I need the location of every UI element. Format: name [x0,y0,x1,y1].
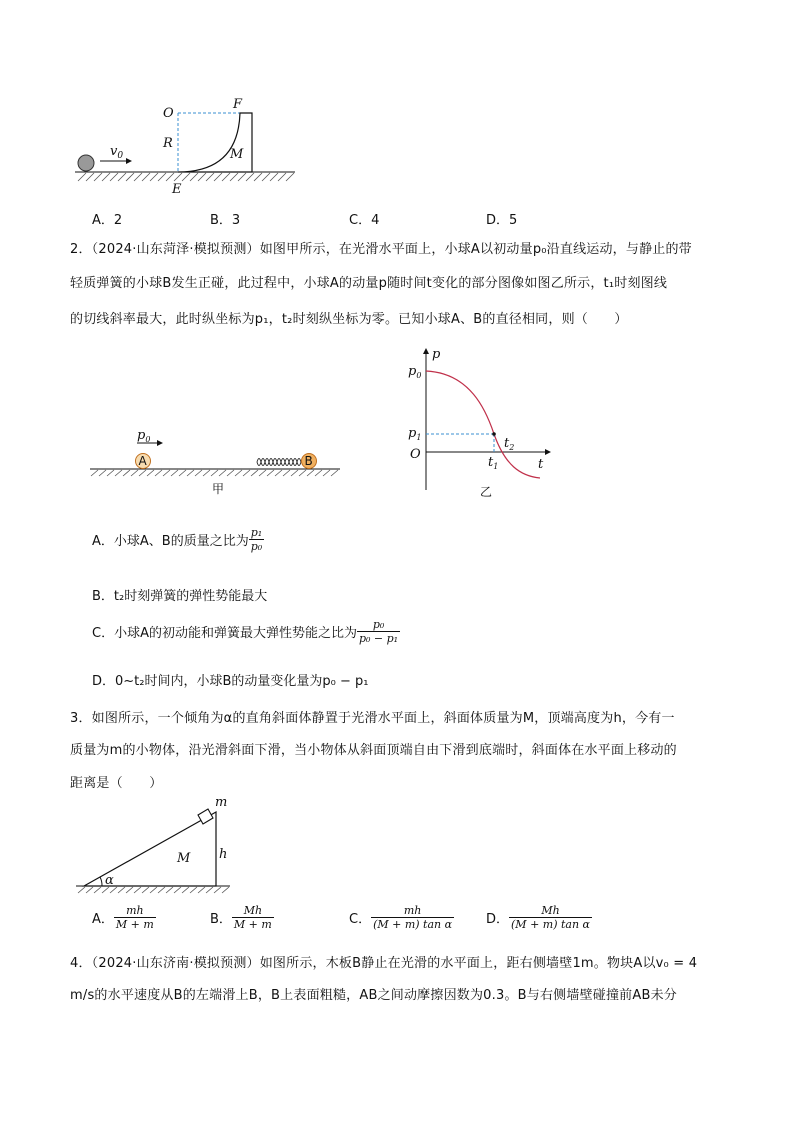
q1-figure [70,95,310,205]
svg-text:甲: 甲 [212,482,225,496]
q2-stem-line-1: 2．（2024·山东菏泽·模拟预测）如图甲所示，在光滑水平面上，小球A以初动量p₀沿直线运动，与静止的带 [70,242,692,257]
q3-stem-line-3: 距离是（ ） [70,776,163,791]
q3-option-b-label: B． [210,912,232,927]
q1-option-d[interactable]: D．5 [486,213,518,228]
svg-text:B: B [304,454,313,468]
q3-stem-line-1: 3．如图所示，一个倾角为α的直角斜面体静置于光滑水平面上，斜面体质量为M，顶端高度为h，今有一 [70,711,675,726]
q1-ball [78,155,94,171]
q1-option-b[interactable]: B．3 [210,213,241,228]
svg-text:乙: 乙 [480,485,493,499]
svg-text:A: A [138,454,147,468]
q2-option-d[interactable]: D．0~t₂时间内，小球B的动量变化量为p₀ − p₁ [92,674,369,689]
q2-option-c-text: C．小球A的初动能和弹簧最大弹性势能之比为 [92,626,357,641]
q2-figure-yi [400,340,555,502]
q3-option-c[interactable] [349,904,454,931]
q3-option-a-fraction: $\frac{mh}{M + m}$ [115,904,154,931]
q3-option-d-fraction: $\frac{Mh}{\text{(M + m) tan α}}$ [511,904,590,931]
q2-option-a-text: A．小球A、B的质量之比为 [92,534,249,549]
q2-option-c[interactable] [92,618,400,645]
q3-option-d-label: D． [486,912,510,927]
svg-text:E: E [172,182,182,197]
svg-text:m: m [215,795,228,810]
q2-option-a-fraction: $\frac{\text{p₁}}{\text{p₀}}$ [250,526,263,553]
q1-option-a[interactable]: A．2 [92,213,123,228]
q3-stem-line-2: 质量为m的小物体，沿光滑斜面下滑，当小物体从斜面顶端自由下滑到底端时，斜面体在水平面上移动的 [70,743,677,758]
svg-text:p: p [432,347,441,362]
svg-text:p0: $p_0$ [137,428,151,444]
q2-option-c-fraction: $\frac{\text{p₀}}{\text{p₀ − p₁}}$ [358,618,399,645]
svg-text:M: M [177,851,191,866]
svg-text:t: t [538,457,544,472]
q3-figure [72,790,252,900]
svg-text:F: F [233,97,243,112]
q4-stem-line-1: 4．（2024·山东济南·模拟预测）如图所示，木板B静止在光滑的水平面上，距右侧墙壁1m。物块A以v₀ = 4 [70,956,698,971]
svg-text:v0: $v_0$ [110,144,124,161]
q3-option-c-label: C． [349,912,372,927]
q2-option-b[interactable]: B．t₂时刻弹簧的弹性势能最大 [92,589,268,604]
svg-text:O: O [410,447,421,462]
svg-text:R: R [163,136,173,151]
q3-option-b-fraction: $\frac{Mh}{M + m}$ [233,904,272,931]
q2-option-a[interactable] [92,526,264,553]
svg-text:α: α [105,873,114,888]
q2-stem-line-3: 的切线斜率最大，此时纵坐标为p₁，t₂时刻纵坐标为零。已知小球A、B的直径相同，则（ ） [70,312,628,327]
svg-text:p0: $p_0$ [408,364,422,380]
svg-text:t2: $t_2$ [504,436,515,452]
svg-text:t1: $t_1$ [488,455,499,471]
q1-option-c[interactable]: C．4 [349,213,380,228]
q2-stem-line-2: 轻质弹簧的小球B发生正碰，此过程中，小球A的动量p随时间t变化的部分图像如图乙所示，t₁时刻图线 [70,276,668,291]
svg-text:h: h [219,847,228,862]
q3-option-a-label: A． [92,912,114,927]
q3-option-c-fraction: $\frac{mh}{\text{(M + m) tan α}}$ [373,904,453,931]
q3-option-a[interactable] [92,904,156,931]
q4-stem-line-2: m/s的水平速度从B的左端滑上B，B上表面粗糙，AB之间动摩擦因数为0.3。B与右侧墙壁碰撞前AB未分 [70,988,677,1003]
q3-option-b[interactable] [210,904,274,931]
q2-figure-jia [85,425,350,500]
svg-text:O: O [163,106,174,121]
q3-option-d[interactable] [486,904,592,931]
svg-text:p1: $p_1$ [408,426,422,442]
svg-text:M: M [230,147,244,162]
